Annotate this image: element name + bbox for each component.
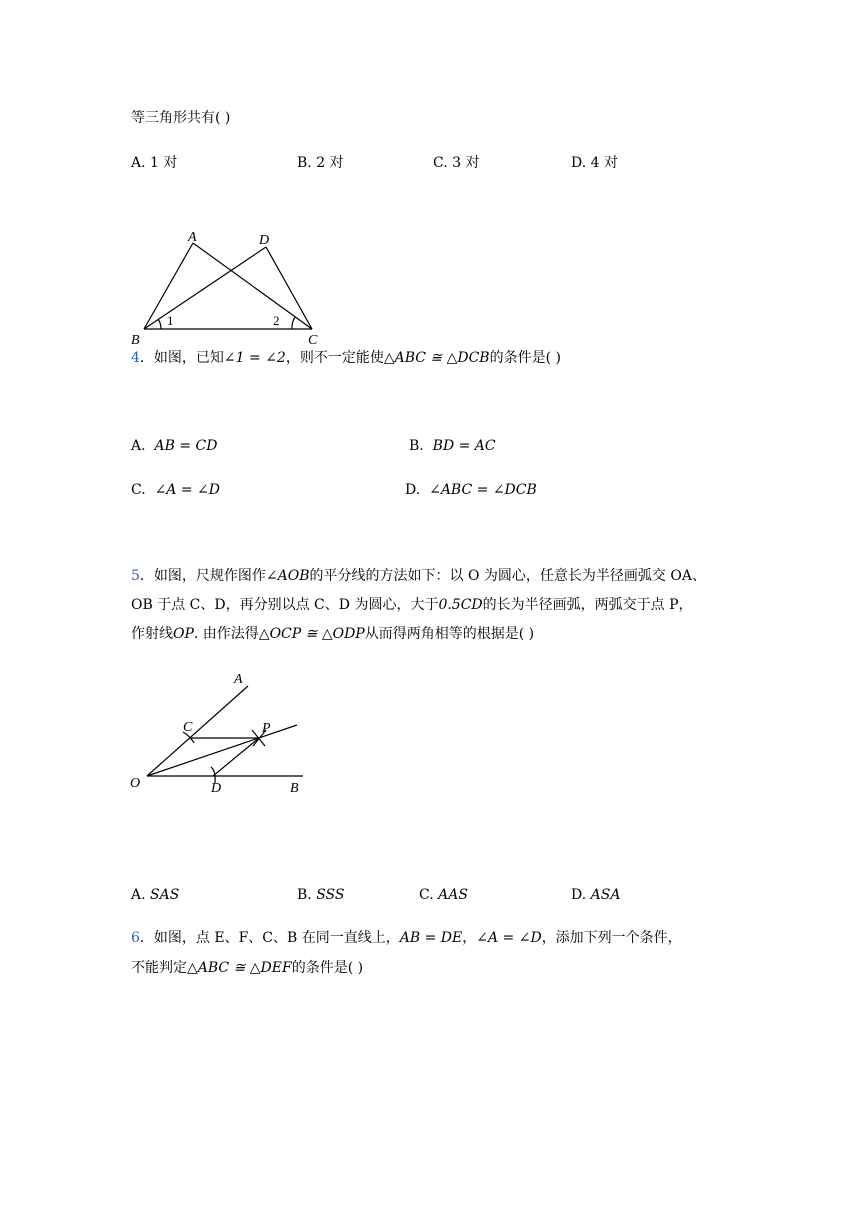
angle-1-arc (158, 319, 161, 329)
ray-oa (147, 686, 248, 776)
label-angle-2: 2 (273, 313, 280, 328)
q5-line-3: 作射线OP. 由作法得△OCP ≅ △ODP从而得两角相等的根据是( ) (131, 626, 535, 642)
q6-number: 6 (131, 930, 140, 946)
segment-bd (144, 247, 266, 329)
q5-line-2: OB 于点 C、D，再分别以点 C、D 为圆心，大于0.5CD的长为半径画弧，两弧交于点 P， (131, 597, 693, 613)
label-d: D (211, 781, 222, 796)
segment-dp (213, 738, 259, 776)
q4-number: 4 (131, 350, 140, 366)
q4-option-b[interactable]: B. BD = AC (409, 438, 496, 454)
label-b: B (290, 781, 299, 796)
q3-text: 等三角形共有( ) (131, 110, 231, 126)
q3-option-a[interactable]: A. 1 对 (131, 155, 178, 171)
q5-option-a[interactable]: A. SAS (131, 887, 180, 903)
q3-option-b[interactable]: B. 2 对 (297, 155, 344, 171)
q5-line-1: 5．如图，尺规作图作∠AOB的平分线的方法如下：以 O 为圆心，任意长为半径画弧交 OA、 (131, 568, 706, 584)
label-c: C (183, 720, 193, 735)
label-angle-1: 1 (167, 313, 174, 328)
label-a: A (234, 672, 243, 687)
label-a: A (188, 230, 197, 245)
label-c: C (308, 333, 318, 348)
label-o: O (130, 776, 141, 791)
q3-option-d[interactable]: D. 4 对 (571, 155, 618, 171)
q6-line-1: 6．如图，点 E、F、C、B 在同一直线上，AB = DE，∠A = ∠D，添加下列一个条件， (131, 930, 682, 946)
label-b: B (131, 333, 140, 348)
q4-stem: 4．如图，已知∠1 = ∠2，则不一定能使△ABC ≅ △DCB的条件是( ) (131, 350, 561, 366)
q5-option-b[interactable]: B. SSS (297, 887, 345, 903)
q5-option-d[interactable]: D. ASA (571, 887, 621, 903)
q3-option-c[interactable]: C. 3 对 (433, 155, 480, 171)
q4-option-c[interactable]: C. ∠A = ∠D (131, 482, 221, 498)
angle-2-arc (292, 317, 295, 329)
triangle-figure (125, 225, 335, 350)
q5-option-c[interactable]: C. AAS (419, 887, 468, 903)
label-p: P (262, 721, 271, 736)
q4-option-a[interactable]: A. AB = CD (131, 438, 218, 454)
q5-number: 5 (131, 568, 140, 584)
q4-option-d[interactable]: D. ∠ABC = ∠DCB (405, 482, 537, 498)
label-d: D (259, 233, 270, 248)
q6-line-2: 不能判定△ABC ≅ △DEF的条件是( ) (131, 960, 364, 976)
angle-bisector-figure (125, 668, 315, 798)
